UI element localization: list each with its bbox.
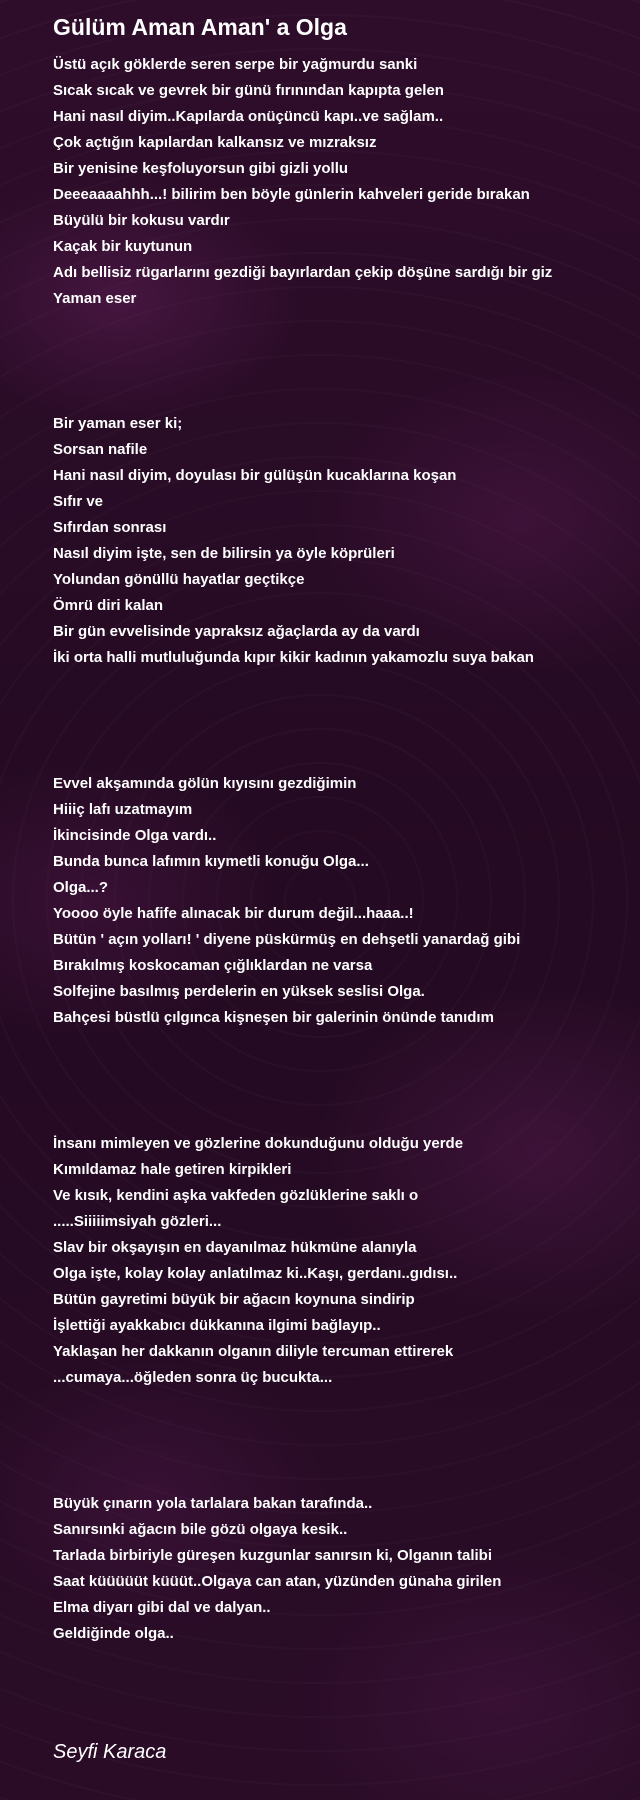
poem-line: ...cumaya...öğleden sonra üç bucukta... xyxy=(53,1369,333,1386)
poem-line: İkincisinde Olga vardı.. xyxy=(53,827,217,844)
poem-line: Olga işte, kolay kolay anlatılmaz ki..Kaşı, gerdanı..gıdısı.. xyxy=(53,1265,458,1282)
poem-line: Ömrü diri kalan xyxy=(53,597,164,614)
poem-line: Hani nasıl diyim..Kapılarda onüçüncü kapı..ve sağlam.. xyxy=(53,108,444,125)
poem-line: Adı bellisiz rügarlarını gezdiği bayırlardan çekip döşüne sardığı bir giz xyxy=(53,264,553,281)
poem-line: Bütün gayretimi büyük bir ağacın koynuna sindirip xyxy=(53,1291,415,1308)
poem-author: Seyfi Karaca xyxy=(53,1741,167,1763)
poem-line: Büyülü bir kokusu vardır xyxy=(53,212,230,229)
stanza-2 xyxy=(53,411,623,671)
poem-line: İnsanı mimleyen ve gözlerine dokunduğunu olduğu yerde xyxy=(53,1135,464,1152)
poem-line: Evvel akşamında gölün kıyısını gezdiğimin xyxy=(53,775,357,792)
poem-line: Bütün ' açın yolları! ' diyene püskürmüş en dehşetli yanardağ gibi xyxy=(53,931,521,948)
poem-line: Sanırsınki ağacın bile gözü olgaya kesik.. xyxy=(53,1521,348,1538)
poem-line: Elma diyarı gibi dal ve dalyan.. xyxy=(53,1599,271,1616)
poem-line: Sıcak sıcak ve gevrek bir günü fırınından kapıpta gelen xyxy=(53,82,444,99)
poem-line: İki orta halli mutluluğunda kıpır kikir kadının yakamozlu suya bakan xyxy=(53,649,534,666)
poem-line: Yaklaşan her dakkanın olganın diliyle tercuman ettirerek xyxy=(53,1343,454,1360)
poem-line: Bir gün evvelisinde yapraksız ağaçlarda ay da vardı xyxy=(53,623,420,640)
poem-line: Yaman eser xyxy=(53,290,137,307)
poem-line: Nasıl diyim işte, sen de bilirsin ya öyle köprüleri xyxy=(53,545,395,562)
poem-line: Sıfır ve xyxy=(53,493,104,510)
poem-line: Olga...? xyxy=(53,879,109,896)
poem-line: Sorsan nafile xyxy=(53,441,148,458)
poem-line: İşlettiği ayakkabıcı dükkanına ilgimi bağlayıp.. xyxy=(53,1317,381,1334)
poem-line: Büyük çınarın yola tarlalara bakan tarafında.. xyxy=(53,1495,373,1512)
poem-line: Üstü açık göklerde seren serpe bir yağmurdu sanki xyxy=(53,56,418,73)
poem-line: Bahçesi büstlü çılgınca kişneşen bir galerinin önünde tanıdım xyxy=(53,1009,494,1026)
poem-line: .....Siiiiimsiyah gözleri... xyxy=(53,1213,222,1230)
poem-line: Ve kısık, kendini aşka vakfeden gözlüklerine saklı o xyxy=(53,1187,419,1204)
poem-line: Yoooo öyle hafife alınacak bir durum değil...haaa..! xyxy=(53,905,414,922)
poem-line: Deeeaaaahhh...! bilirim ben böyle günlerin kahveleri geride bırakan xyxy=(53,186,530,203)
poem-title: Gülüm Aman Aman' a Olga xyxy=(53,14,347,40)
poem-line: Kaçak bir kuytunun xyxy=(53,238,193,255)
poem-line: Geldiğinde olga.. xyxy=(53,1625,174,1642)
poem-line: Bırakılmış koskocaman çığlıklardan ne varsa xyxy=(53,957,373,974)
stanza-5 xyxy=(53,1491,623,1647)
stanza-3 xyxy=(53,771,623,1031)
poem-line: Hiiiç lafı uzatmayım xyxy=(53,801,193,818)
poem-line: Bir yaman eser ki; xyxy=(53,415,183,432)
poem-line: Sıfırdan sonrası xyxy=(53,519,167,536)
stanza-1 xyxy=(53,52,623,312)
stanza-4 xyxy=(53,1131,623,1391)
poem-line: Solfejine basılmış perdelerin en yüksek seslisi Olga. xyxy=(53,983,425,1000)
poem-line: Tarlada birbiriyle güreşen kuzgunlar sanırsın ki, Olganın talibi xyxy=(53,1547,492,1564)
poem-line: Slav bir okşayışın en dayanılmaz hükmüne alanıyla xyxy=(53,1239,417,1256)
poem-line: Bunda bunca lafımın kıymetli konuğu Olga... xyxy=(53,853,369,870)
poem-line: Yolundan gönüllü hayatlar geçtikçe xyxy=(53,571,305,588)
poem-line: Saat küüüüüt küüüt..Olgaya can atan, yüzünden günaha girilen xyxy=(53,1573,502,1590)
poem-line: Bir yenisine keşfoluyorsun gibi gizli yollu xyxy=(53,160,349,177)
poem-line: Hani nasıl diyim, doyulası bir gülüşün kucaklarına koşan xyxy=(53,467,457,484)
poem-line: Kımıldamaz hale getiren kirpikleri xyxy=(53,1161,292,1178)
poem-line: Çok açtığın kapılardan kalkansız ve mızraksız xyxy=(53,134,377,151)
